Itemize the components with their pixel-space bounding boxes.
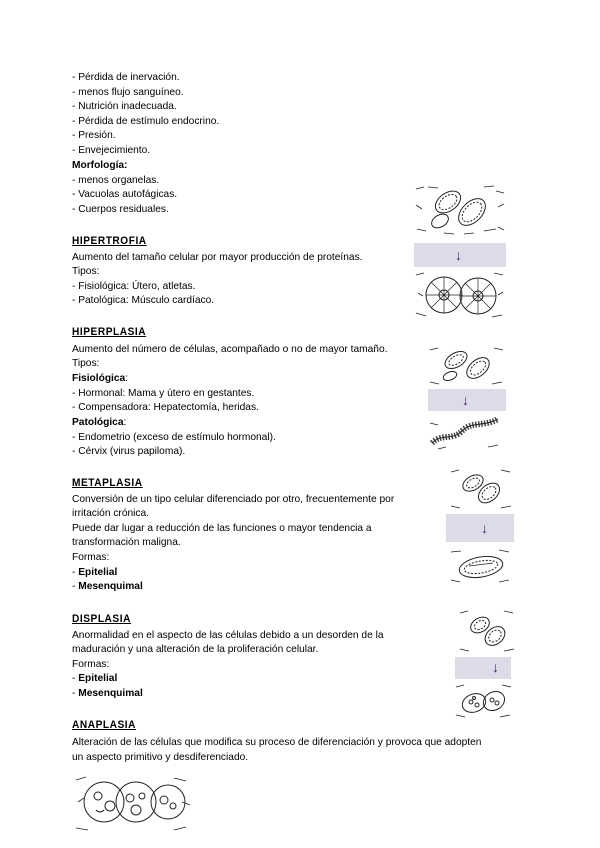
arrow-down-icon: ↓ <box>455 247 462 263</box>
cause-item: - Envejecimiento. <box>72 145 151 156</box>
hypertrophy-illustration <box>414 269 506 321</box>
displasia-formas: Formas: <box>72 659 110 670</box>
displasia-line: Anormalidad en el aspecto de las células debido a un desorden de la <box>72 630 384 641</box>
cause-item: - Pérdida de estímulo endocrino. <box>72 116 220 127</box>
colon: : <box>125 373 129 384</box>
arrow-down-icon: ↓ <box>492 659 499 675</box>
dysplasia-illustration <box>454 681 514 721</box>
dash: - <box>72 673 79 684</box>
hiperplasia-desc: Aumento del número de células, acompañado o no de mayor tamaño. <box>72 344 388 355</box>
displasia-heading: DISPLASIA <box>72 613 131 625</box>
morfologia-item: - Cuerpos residuales. <box>72 204 169 215</box>
hiperplasia-item: - Cérvix (virus papiloma). <box>72 446 186 457</box>
dash: - <box>72 688 79 699</box>
cause-item: - Pérdida de inervación. <box>72 72 180 83</box>
hiperplasia-heading: HIPERPLASIA <box>72 326 147 338</box>
normal-tissue-illustration <box>428 344 506 388</box>
hiperplasia-item: - Hormonal: Mama y útero en gestantes. <box>72 388 255 399</box>
displasia-forma <box>72 672 117 687</box>
normal-tissue-illustration <box>414 183 506 237</box>
morfologia-heading: Morfología: <box>72 160 128 171</box>
metaplasia-heading: METAPLASIA <box>72 477 143 489</box>
hipertrofia-item: - Fisiológica: Útero, atletas. <box>72 281 196 292</box>
forma-label: Mesenquimal <box>78 688 143 699</box>
cause-item: - menos flujo sanguíneo. <box>72 87 184 98</box>
arrow-band <box>455 657 511 679</box>
metaplasia-line: transformación maligna. <box>72 537 181 548</box>
hipertrofia-heading: HIPERTROFIA <box>72 235 147 247</box>
colon: : <box>123 417 127 428</box>
metaplasia-line: Conversión de un tipo celular diferenciado por otro, frecuentemente por <box>72 494 395 505</box>
displasia-line: maduración y una alteración de la proliferación celular. <box>72 644 319 655</box>
anaplasia-heading: ANAPLASIA <box>72 719 137 731</box>
metaplasia-line: irritación crónica. <box>72 508 149 519</box>
metaplasia-formas: Formas: <box>72 552 110 563</box>
hiperplasia-fisiologica <box>72 372 128 387</box>
forma-label: Mesenquimal <box>78 581 143 592</box>
dash: - <box>72 581 79 592</box>
patologica-label: Patológica <box>72 417 124 428</box>
hipertrofia-desc: Aumento del tamaño celular por mayor producción de proteínas. <box>72 252 363 263</box>
metaplasia-illustration <box>449 546 513 586</box>
anaplasia-line: un aspecto primitivo y desdiferenciado. <box>72 752 249 763</box>
arrow-down-icon: ↓ <box>462 392 469 408</box>
hiperplasia-item: - Endometrio (exceso de estímulo hormonal). <box>72 432 276 443</box>
hyperplasia-illustration <box>428 413 506 451</box>
metaplasia-line: Puede dar lugar a reducción de las funciones o mayor tendencia a <box>72 523 372 534</box>
dash: - <box>72 567 79 578</box>
displasia-forma <box>72 687 143 702</box>
cause-item: - Nutrición inadecuada. <box>72 101 177 112</box>
anaplasia-illustration <box>74 772 194 834</box>
metaplasia-forma <box>72 566 117 581</box>
metaplasia-forma <box>72 580 143 595</box>
hipertrofia-tipos: Tipos: <box>72 266 100 277</box>
normal-tissue-illustration <box>458 607 516 655</box>
hiperplasia-tipos: Tipos: <box>72 358 100 369</box>
morfologia-item: - menos organelas. <box>72 175 160 186</box>
hiperplasia-item: - Compensadora: Hepatectomía, heridas. <box>72 402 259 413</box>
forma-label: Epitelial <box>78 567 118 578</box>
arrow-down-icon: ↓ <box>481 520 488 536</box>
normal-tissue-illustration <box>449 466 513 512</box>
morfologia-item: - Vacuolas autofágicas. <box>72 189 178 200</box>
arrow-band <box>446 514 514 542</box>
hiperplasia-patologica <box>72 416 126 431</box>
fisiologica-label: Fisiológica <box>72 373 126 384</box>
hipertrofia-item: - Patológica: Músculo cardíaco. <box>72 295 215 306</box>
cause-item: - Presión. <box>72 130 116 141</box>
anaplasia-line: Alteración de las células que modifica su proceso de diferenciación y provoca que adopten <box>72 737 482 748</box>
forma-label: Epitelial <box>78 673 118 684</box>
